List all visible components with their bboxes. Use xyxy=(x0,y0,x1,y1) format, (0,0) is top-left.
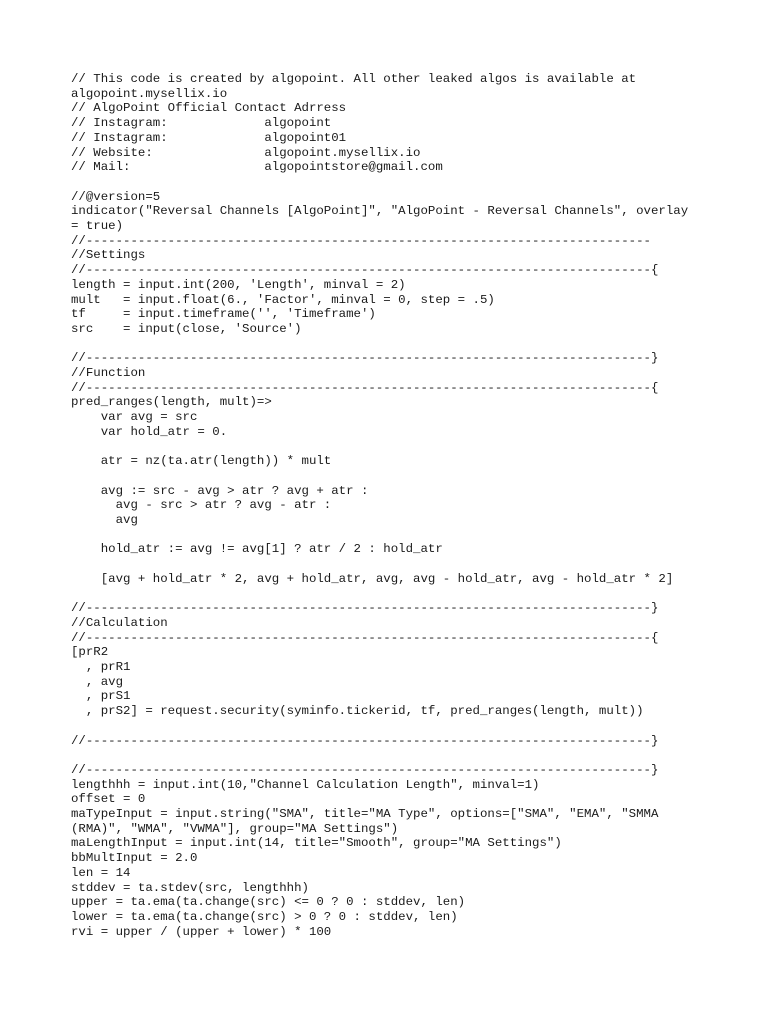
code-line: // Instagram: algopoint xyxy=(71,116,332,131)
code-line: , prS1 xyxy=(71,689,131,704)
code-line: rvi = upper / (upper + lower) * 100 xyxy=(71,924,332,939)
code-line: upper = ta.ema(ta.change(src) <= 0 ? 0 : stddev, len) xyxy=(71,895,466,910)
code-line: bbMultInput = 2.0 xyxy=(71,851,198,866)
code-line: algopoint.mysellix.io xyxy=(71,86,228,101)
code-line: maTypeInput = input.string("SMA", title="MA Type", options=["SMA", "EMA", "SMMA xyxy=(71,807,659,822)
code-line xyxy=(71,528,711,543)
code-line xyxy=(71,748,711,763)
code-line xyxy=(71,557,711,572)
code-line: //----------------------------------------------------------------------------} xyxy=(71,351,659,366)
code-line xyxy=(71,587,711,602)
code-line: src = input(close, 'Source') xyxy=(71,321,302,336)
code-line xyxy=(71,440,711,455)
code-line xyxy=(71,469,711,484)
code-line: // Instagram: algopoint01 xyxy=(71,130,347,145)
code-line: pred_ranges(length, mult)=> xyxy=(71,395,272,410)
code-line xyxy=(71,337,711,352)
code-line: //@version=5 xyxy=(71,189,161,204)
code-line: //----------------------------------------------------------------------------} xyxy=(71,762,659,777)
code-line: //Settings xyxy=(71,248,146,263)
code-line: indicator("Reversal Channels [AlgoPoint]", "AlgoPoint - Reversal Channels", overlay xyxy=(71,204,689,219)
code-line: //----------------------------------------------------------------------------} xyxy=(71,601,659,616)
code-line: lower = ta.ema(ta.change(src) > 0 ? 0 : stddev, len) xyxy=(71,909,458,924)
code-listing xyxy=(71,72,711,939)
code-line: mult = input.float(6., 'Factor', minval = 0, step = .5) xyxy=(71,292,495,307)
code-line: //----------------------------------------------------------------------------{ xyxy=(71,380,659,395)
code-line: atr = nz(ta.atr(length)) * mult xyxy=(71,454,332,469)
code-line: // Website: algopoint.mysellix.io xyxy=(71,145,421,160)
code-line: avg xyxy=(71,513,138,528)
code-line xyxy=(71,719,711,734)
code-line: hold_atr := avg != avg[1] ? atr / 2 : hold_atr xyxy=(71,542,443,557)
code-line: //----------------------------------------------------------------------------} xyxy=(71,733,659,748)
code-line: [avg + hold_atr * 2, avg + hold_atr, avg, avg - hold_atr, avg - hold_atr * 2] xyxy=(71,571,674,586)
code-line: //Calculation xyxy=(71,615,168,630)
code-line: var avg = src xyxy=(71,410,198,425)
code-line: // Mail: algopointstore@gmail.com xyxy=(71,160,443,175)
code-line: stddev = ta.stdev(src, lengthhh) xyxy=(71,880,309,895)
code-line: //---------------------------------------------------------------------------- xyxy=(71,233,651,248)
code-line: maLengthInput = input.int(14, title="Smooth", group="MA Settings") xyxy=(71,836,562,851)
code-line: , prS2] = request.security(syminfo.tickerid, tf, pred_ranges(length, mult)) xyxy=(71,704,644,719)
code-line: avg - src > atr ? avg - atr : xyxy=(71,498,332,513)
code-line xyxy=(71,175,711,190)
code-line: lengthhh = input.int(10,"Channel Calculation Length", minval=1) xyxy=(71,777,540,792)
code-line: , avg xyxy=(71,674,124,689)
code-line: length = input.int(200, 'Length', minval = 2) xyxy=(71,277,406,292)
code-line: len = 14 xyxy=(71,865,131,880)
code-line: , prR1 xyxy=(71,660,131,675)
code-line: // AlgoPoint Official Contact Adrress xyxy=(71,101,347,116)
code-line: [prR2 xyxy=(71,645,109,660)
code-line: tf = input.timeframe('', 'Timeframe') xyxy=(71,307,376,322)
code-line: (RMA)", "WMA", "VWMA"], group="MA Settings") xyxy=(71,821,399,836)
code-line: // This code is created by algopoint. All other leaked algos is available at xyxy=(71,72,637,86)
code-line: //----------------------------------------------------------------------------{ xyxy=(71,263,659,278)
code-line: //----------------------------------------------------------------------------{ xyxy=(71,630,659,645)
code-line: var hold_atr = 0. xyxy=(71,424,228,439)
code-line: //Function xyxy=(71,366,146,381)
code-line: avg := src - avg > atr ? avg + atr : xyxy=(71,483,369,498)
code-line: offset = 0 xyxy=(71,792,146,807)
code-line: = true) xyxy=(71,219,124,234)
